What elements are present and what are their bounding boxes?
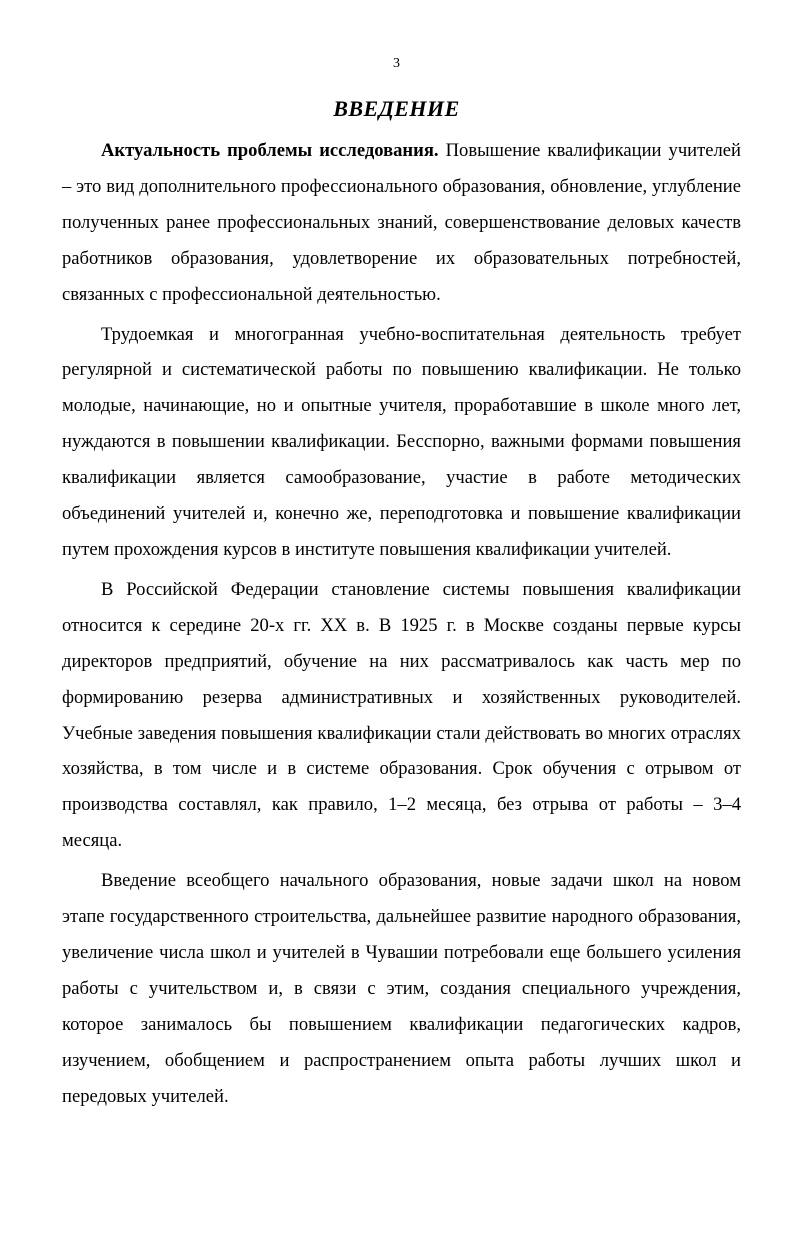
paragraph-history: В Российской Федерации становление системы повышения квалификации относится к середине 20-х гг. XX в. В 1925 г. в Москве созданы первые курсы директоров предприятий, обучение на них рассматривалось как часть мер по формированию резерва административных и хозяйственных руководителей. Учебные заведения повышения квалификации стали действовать во многих отраслях хозяйства, в том числе и в системе образования. Срок обучения с отрывом от производства составлял, как правило, 1–2 месяца, без отрыва от работы – 3–4 месяца. [62, 578, 741, 852]
paragraph-chuvashia: Введение всеобщего начального образования, новые задачи школ на новом этапе государственного строительства, дальнейшее развитие народного образования, увеличение числа школ и учителей в Чувашии потребовали еще большeго усиления работы с учительством и, в связи с этим, создания специального учреждения, которое занималось бы повышением квалификации педагогических кадров, изучением, обобщением и распространением опыта работы лучших школ и передовых учителей. [62, 870, 741, 1107]
paragraph-text: Повышение квалификации учителей – это вид дополнительного профессионального образования, обновление, углубление полученных ранее профессиональных знаний, совершенствование деловых качеств работников образования, удовлетворение их образовательных потребностей, связанных с профессиональной деятельностью. [62, 140, 741, 305]
paragraph-teacher-training: Трудоемкая и многогранная учебно-воспитательная деятельность требует регулярной и систематической работы по повышению квалификации. Не только молодые, начинающие, но и опытные учителя, проработавшие в школе много лет, нуждаются в повышении квалификации. Бесспорно, важными формами повышения квалификации является самообразование, участие в работе методических объединений учителей и, конечно же, переподготовка и повышение квалификации путем прохождения курсов в институте повышения квалификации учителей. [62, 323, 741, 560]
body-text [62, 133, 741, 1114]
section-heading: ВВЕДЕНИЕ [333, 96, 460, 121]
page-number: 3 [393, 56, 400, 71]
paragraph-relevance [62, 133, 741, 313]
paragraph-lead: Актуальность проблемы исследования. [101, 140, 439, 161]
